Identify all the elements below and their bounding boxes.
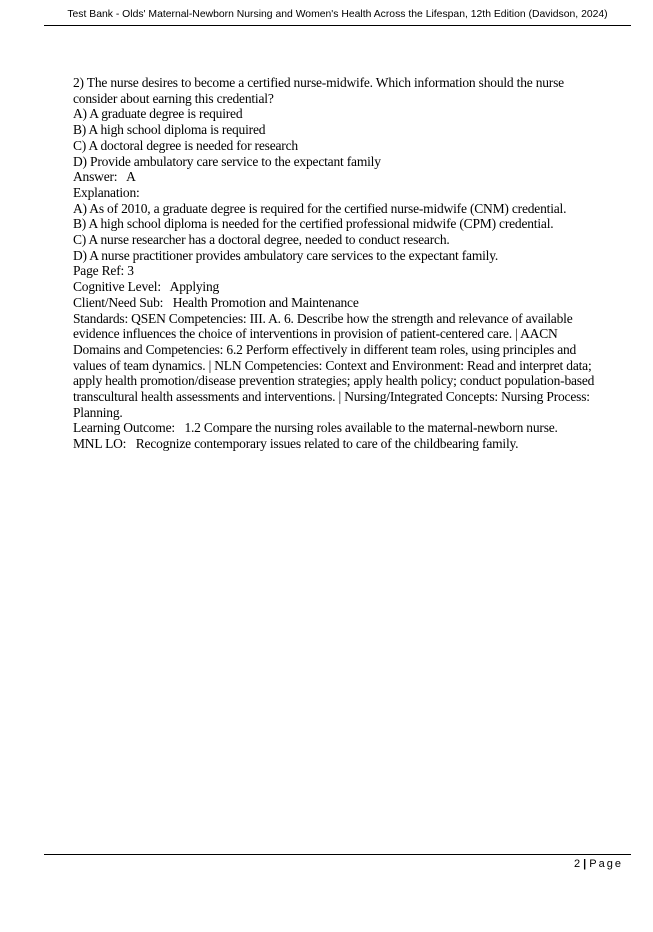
page-separator: |: [580, 858, 590, 870]
page-number: 2: [573, 858, 581, 870]
mnl-lo: MNL LO: Recognize contemporary issues related to care of the childbearing family.: [73, 436, 519, 452]
option-c: C) A doctoral degree is needed for research: [73, 137, 298, 153]
client-need: Client/Need Sub: Health Promotion and Maintenance: [73, 294, 359, 310]
page-ref: Page Ref: 3: [73, 263, 134, 279]
explanation-a: A) As of 2010, a graduate degree is required for the certified nurse-midwife (CNM) credential.: [73, 200, 567, 216]
explanation-c: C) A nurse researcher has a doctoral degree, needed to conduct research.: [73, 232, 450, 248]
option-d: D) Provide ambulatory care service to the expectant family: [73, 153, 381, 169]
cognitive-level: Cognitive Level: Applying: [73, 279, 220, 295]
explanation-label: Explanation:: [73, 184, 140, 200]
page-footer: [574, 858, 623, 871]
answer: Answer: A: [73, 169, 136, 185]
standards: Standards: QSEN Competencies: III. A. 6. Describe how the strength and relevance of available evidence influences the choice of interventions in provision of patient-centered care. | AACN Domains and Competencies: 6.2 Perform effectively in different team roles, using principles and values of team dynamics. | NLN Competencies: Context and Environment: Read and interpret data; apply health promotion/disease prevention strategies; apply health policy; conduct population-based transcultural health assessments and interventions. | Nursing/Integrated Concepts: Nursing Process: Planning.: [73, 310, 595, 420]
learning-outcome: Learning Outcome: 1.2 Compare the nursing roles available to the maternal-newborn nurse.: [73, 420, 558, 436]
option-a: A) A graduate degree is required: [73, 106, 243, 122]
explanation-d: D) A nurse practitioner provides ambulatory care services to the expectant family.: [73, 247, 499, 263]
running-header: Test Bank - Olds' Maternal-Newborn Nursing and Women's Health Across the Lifespan, 12th Edition (Davidson, 2024): [44, 8, 631, 26]
option-b: B) A high school diploma is required: [73, 122, 266, 138]
question-stem: 2) The nurse desires to become a certified nurse-midwife. Which information should the nurse consider about earning this credential?: [73, 75, 564, 106]
page-word: Page: [589, 858, 623, 870]
question-block: [73, 75, 608, 452]
explanation-b: B) A high school diploma is needed for the certified professional midwife (CPM) credential.: [73, 216, 554, 232]
footer-divider: [44, 854, 631, 855]
